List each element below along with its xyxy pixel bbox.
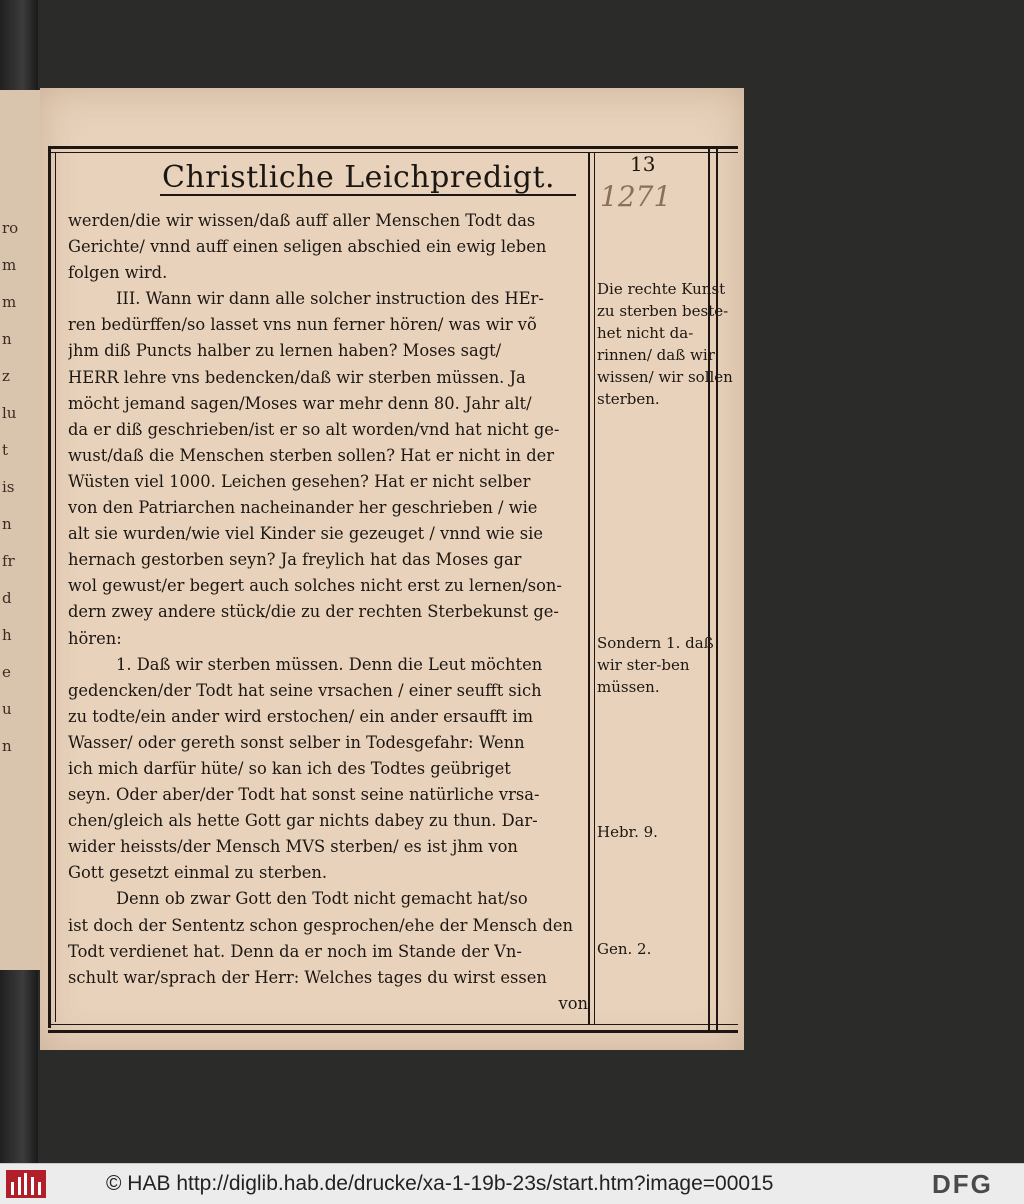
column-divider-rule-inner: [594, 152, 595, 1024]
text-line: wider heissts/der Mensch MVS sterben/ es ist jhm von: [68, 837, 518, 857]
footer-bar: [0, 1163, 1024, 1204]
text-line: möcht jemand sagen/Moses war mehr denn 80. Jahr alt/: [68, 393, 532, 413]
dfg-logo: DFG: [932, 1169, 993, 1199]
text-line: ich mich darfür hüte/ so kan ich des Todtes geübriget: [68, 758, 511, 778]
page-number: 13: [630, 152, 656, 176]
catchword: von: [558, 993, 588, 1013]
text-line: zu todte/ein ander wird erstochen/ ein ander ersaufft im: [68, 706, 534, 726]
text-line: 1. Daß wir sterben müssen. Denn die Leut möchten: [116, 654, 543, 674]
text-line: seyn. Oder aber/der Todt hat sonst seine natürliche vrsa-: [68, 785, 540, 805]
text-line: III. Wann wir dann alle solcher instruction des HEr-: [116, 289, 544, 309]
frame-top-rule: [48, 146, 738, 149]
margin-note: Hebr. 9.: [597, 823, 658, 841]
document-page: [40, 88, 744, 1050]
body-text: [68, 208, 588, 1017]
text-line: Wüsten viel 1000. Leichen gesehen? Hat er nicht selber: [68, 471, 531, 491]
text-line: wol gewust/er begert auch solches nicht erst zu lernen/son-: [68, 576, 562, 596]
margin-note: Die rechte Kunst zu sterben beste-het nicht da-rinnen/ daß wir wissen/ wir sollen sterben.: [597, 280, 733, 408]
previous-page-glyphs: ro m m n z lu t is n fr d h e u n: [2, 219, 19, 755]
text-line: ist doch der Sententz schon gesprochen/ehe der Mensch den: [68, 915, 574, 935]
text-line: Gott gesetzt einmal zu sterben.: [68, 863, 328, 883]
frame-left-rule: [48, 146, 51, 1028]
margin-note: Gen. 2.: [597, 940, 652, 958]
text-line: folgen wird.: [68, 263, 168, 283]
text-line: wust/daß die Menschen sterben sollen? Hat er nicht in der: [68, 445, 555, 465]
text-line: Denn ob zwar Gott den Todt nicht gemacht hat/so: [116, 889, 528, 909]
frame-bottom-rule: [48, 1024, 738, 1025]
text-line: schult war/sprach der Herr: Welches tages du wirst essen: [68, 967, 547, 987]
running-head: Christliche Leichpredigt.: [162, 160, 556, 195]
text-line: jhm diß Puncts halber zu lernen haben? Moses sagt/: [68, 341, 502, 361]
column-divider-rule: [588, 152, 590, 1024]
previous-page-edge: [0, 90, 40, 970]
text-line: chen/gleich als hette Gott gar nichts dabey zu thun. Dar-: [68, 811, 538, 831]
text-line: da er diß geschrieben/ist er so alt worden/vnd hat nicht ge-: [68, 419, 560, 439]
frame-bottom-rule-outer: [48, 1030, 738, 1033]
pencil-folio-number: 1271: [600, 180, 672, 213]
frame-left-rule-inner: [55, 152, 56, 1022]
margin-note: Sondern 1. daß wir ster-ben müssen.: [597, 634, 714, 696]
text-line: Wasser/ oder gereth sonst selber in Todesgefahr: Wenn: [68, 732, 525, 752]
copyright-url[interactable]: © HAB http://diglib.hab.de/drucke/xa-1-19b-23s/start.htm?image=00015: [106, 1172, 774, 1195]
text-line: Todt verdienet hat. Denn da er noch im Stande der Vn-: [68, 941, 522, 961]
text-line: dern zwey andere stück/die zu der rechten Sterbekunst ge-: [68, 602, 559, 622]
text-line: HERR lehre vns bedencken/daß wir sterben müssen. Ja: [68, 367, 526, 387]
text-line: von den Patriarchen nacheinander her geschrieben / wie: [68, 498, 538, 518]
text-line: hernach gestorben seyn? Ja freylich hat das Moses gar: [68, 550, 522, 570]
text-line: Gerichte/ vnnd auff einen seligen abschied ein ewig leben: [68, 237, 547, 257]
text-line: hören:: [68, 628, 122, 648]
hab-logo-icon: [6, 1170, 46, 1198]
text-line: werden/die wir wissen/daß auff aller Menschen Todt das: [68, 211, 536, 230]
text-line: gedencken/der Todt hat seine vrsachen / einer seufft sich: [68, 680, 542, 700]
text-line: alt sie wurden/wie viel Kinder sie gezeuget / vnnd wie sie: [68, 524, 543, 544]
text-line: ren bedürffen/so lasset vns nun ferner hören/ was wir võ: [68, 315, 537, 335]
